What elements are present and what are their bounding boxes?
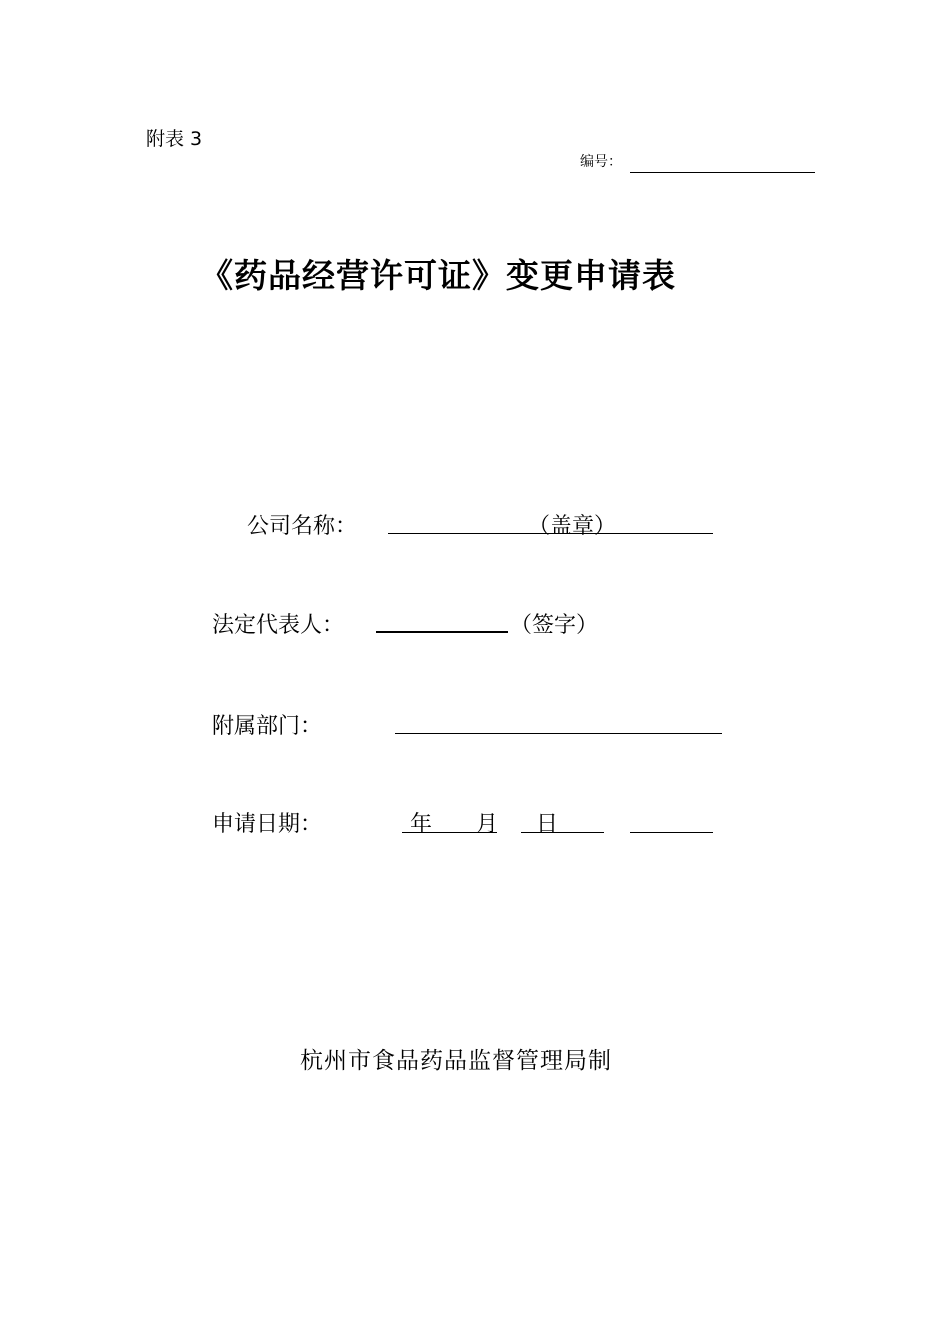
application-date-label: 申请日期：	[212, 812, 323, 837]
appendix-label: 附表 3	[146, 128, 203, 150]
date-month-text: 月	[476, 812, 499, 837]
legal-representative-label: 法定代表人：	[212, 613, 345, 638]
legal-representative-sign-note: （签字）	[510, 613, 599, 638]
company-name-label: 公司名称：	[247, 514, 358, 539]
department-label: 附属部门：	[212, 714, 323, 739]
date-day-text: 日	[536, 812, 559, 837]
date-year-text: 年	[410, 812, 433, 837]
serial-number-field[interactable]	[630, 172, 815, 173]
serial-number-label: 编号：	[580, 154, 622, 170]
issuer-footer: 杭州市食品药品监督管理局制	[300, 1048, 612, 1074]
date-day-field[interactable]	[521, 832, 604, 833]
document-title: 《药品经营许可证》变更申请表	[200, 256, 676, 295]
legal-representative-field[interactable]	[376, 631, 508, 633]
company-seal-note: （盖章）	[528, 514, 617, 539]
date-extra-field[interactable]	[630, 832, 713, 833]
department-field[interactable]	[395, 733, 722, 734]
